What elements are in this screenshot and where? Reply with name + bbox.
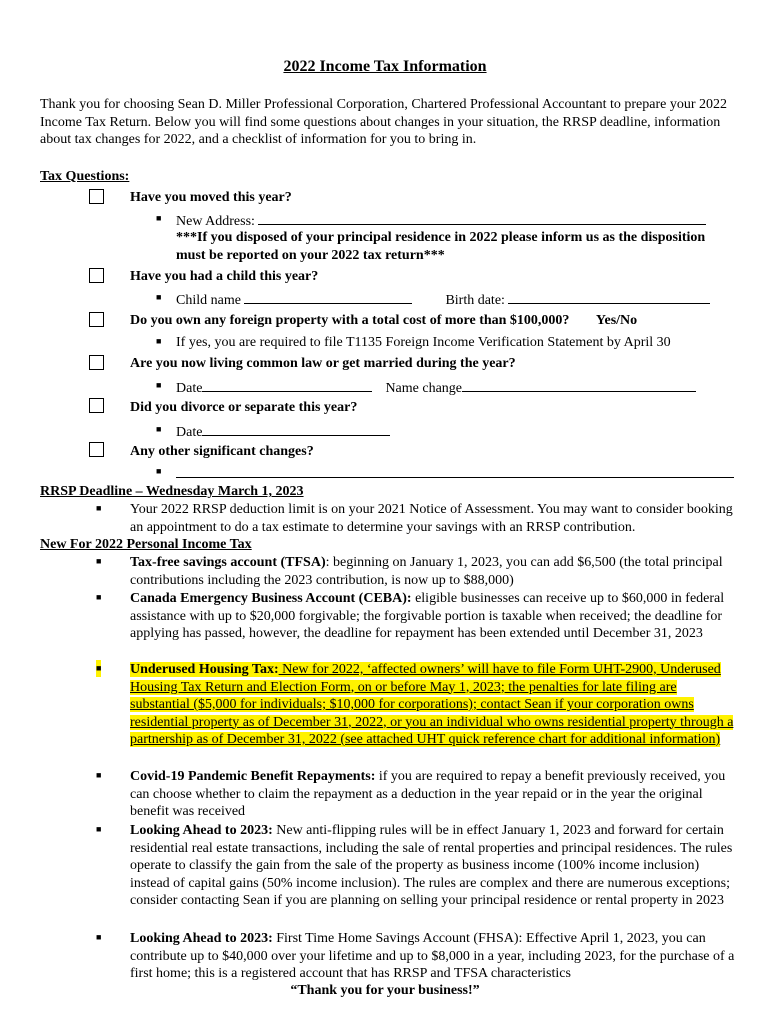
square-bullet-icon: ■	[156, 213, 162, 223]
divorce-checkbox[interactable]	[89, 398, 104, 413]
uht-item	[130, 661, 735, 749]
common-law-checkbox[interactable]	[89, 355, 104, 370]
name-change-label: Name change	[385, 381, 463, 396]
square-bullet-icon: ■	[96, 770, 102, 780]
other-changes-checkbox[interactable]	[89, 442, 104, 457]
tax-questions-heading: Tax Questions:	[40, 169, 130, 184]
covid-label: Covid-19 Pandemic Benefit Repayments:	[130, 769, 376, 784]
child-question: Have you had a child this year?	[130, 269, 319, 284]
tfsa-item	[130, 554, 735, 589]
square-bullet-icon: ■	[96, 660, 101, 677]
marriage-date-label: Date	[176, 381, 203, 396]
tfsa-label: Tax-free savings account (TFSA)	[130, 555, 326, 570]
anti-flipping-label: Looking Ahead to 2023:	[130, 823, 273, 838]
square-bullet-icon: ■	[156, 380, 162, 390]
uht-label: Underused Housing Tax:	[130, 662, 279, 677]
name-change-field[interactable]	[462, 378, 696, 392]
covid-repayment-item	[130, 768, 735, 821]
rrsp-text: Your 2022 RRSP deduction limit is on your 2021 Notice of Assessment. You may want to consider booking an appointment to do a tax estimate to determine your savings with an RRSP contribution.	[130, 502, 733, 535]
yes-no-options[interactable]: Yes/No	[595, 313, 638, 328]
fhsa-text: First Time Home Savings Account (FHSA): Effective April 1, 2023, you can contribute up to $40,000 over your lifetime and up to $8,000 in a year, including 2023, for the purchase of a first home; this is a registered account that has RRSP and TFSA characteristics	[130, 931, 735, 981]
square-bullet-icon: ■	[96, 503, 102, 513]
square-bullet-icon: ■	[156, 466, 162, 476]
ceba-text: eligible businesses can receive up to $60,000 in federal assistance with up to $20,000 forgivable; the forgivable portion is taxable when received; the deadline for applying has passed, however, the deadline for repayment has been extended until December 31, 2023	[130, 591, 725, 641]
marriage-row	[176, 378, 696, 398]
square-bullet-icon: ■	[96, 932, 102, 942]
principal-residence-warning: ***If you disposed of your principal residence in 2022 please inform us as the disposition must be reported on your 2022 tax return***	[176, 230, 706, 263]
fhsa-item	[130, 930, 735, 983]
anti-flipping-item	[130, 822, 735, 910]
square-bullet-icon: ■	[96, 556, 102, 566]
uht-text: New for 2022, ‘affected owners’ will have to file Form UHT-2900, Underused Housing Tax Return and Election Form, on or before May 1, 2023; the penalties for late filing are substantial ($5,000 for individuals; $10,000 for corporations); contact Sean if your corporation owns residential property as of December 31, 2022, or you an individual who owns residential property through a partnership as of December 31, 2022 (see attached UHT quick reference chart for additional information)	[130, 662, 734, 747]
child-name-label: Child name	[176, 293, 241, 308]
rrsp-deadline-heading: RRSP Deadline – Wednesday March 1, 2023	[40, 484, 304, 499]
child-checkbox[interactable]	[89, 268, 104, 283]
tfsa-text: : beginning on January 1, 2023, you can add $6,500 (the total principal contributions including the 2023 contribution, is now up to $88,000)	[130, 555, 723, 588]
birth-date-label: Birth date:	[445, 293, 505, 308]
ceba-item	[130, 590, 735, 643]
marriage-date-field[interactable]	[202, 378, 372, 392]
moved-question: Have you moved this year?	[130, 190, 292, 205]
other-changes-row	[176, 464, 734, 484]
new-address-field[interactable]	[258, 211, 706, 225]
foreign-property-checkbox[interactable]	[89, 312, 104, 327]
divorce-question: Did you divorce or separate this year?	[130, 400, 358, 415]
foreign-property-question-text: Do you own any foreign property with a total cost of more than $100,000?	[130, 313, 570, 328]
moved-checkbox[interactable]	[89, 189, 104, 204]
fhsa-label: Looking Ahead to 2023:	[130, 931, 273, 946]
other-changes-field[interactable]	[176, 464, 734, 478]
square-bullet-icon: ■	[156, 336, 162, 346]
page-title: 2022 Income Tax Information	[283, 58, 487, 75]
square-bullet-icon: ■	[96, 824, 102, 834]
foreign-property-question	[130, 312, 637, 330]
covid-text: if you are required to repay a benefit previously received, you can choose whether to claim the repayment as a deduction in the year repaid or in the year the original benefit was received	[130, 769, 726, 819]
divorce-date-label: Date	[176, 425, 203, 440]
divorce-date-field[interactable]	[202, 422, 390, 436]
square-bullet-icon: ■	[156, 292, 162, 302]
new-address-row	[176, 211, 706, 231]
square-bullet-icon: ■	[156, 424, 162, 434]
child-row	[176, 290, 710, 310]
anti-flipping-text: New anti-flipping rules will be in effect January 1, 2023 and forward for certain residential real estate transactions, including the sale of rental properties and principal residences. The rules operate to classify the gain from the sale of the property as business income (100% income inclusion) instead of capital gains (50% income inclusion). The rules are complex and there are numerous exceptions; consider contacting Sean if you are planning on selling your principal residence or rental property in 2023	[130, 823, 733, 908]
ceba-label: Canada Emergency Business Account (CEBA):	[130, 591, 412, 606]
new-for-2022-heading: New For 2022 Personal Income Tax	[40, 537, 252, 552]
square-bullet-icon: ■	[96, 592, 102, 602]
intro-paragraph: Thank you for choosing Sean D. Miller Professional Corporation, Chartered Professional Accountant to prepare your 2022 Income Tax Return. Below you will find some questions about changes in your situation, the RRSP deadline, information about tax changes for 2022, and a checklist of information for you to bring in.	[40, 97, 728, 147]
other-changes-question: Any other significant changes?	[130, 444, 314, 459]
common-law-question: Are you now living common law or get married during the year?	[130, 356, 516, 371]
birth-date-field[interactable]	[508, 290, 710, 304]
t1135-note: If yes, you are required to file T1135 Foreign Income Verification Statement by April 30	[176, 335, 671, 350]
closing-thanks: “Thank you for your business!”	[290, 983, 480, 998]
divorce-row	[176, 422, 390, 442]
new-address-label: New Address:	[176, 214, 255, 229]
child-name-field[interactable]	[244, 290, 412, 304]
